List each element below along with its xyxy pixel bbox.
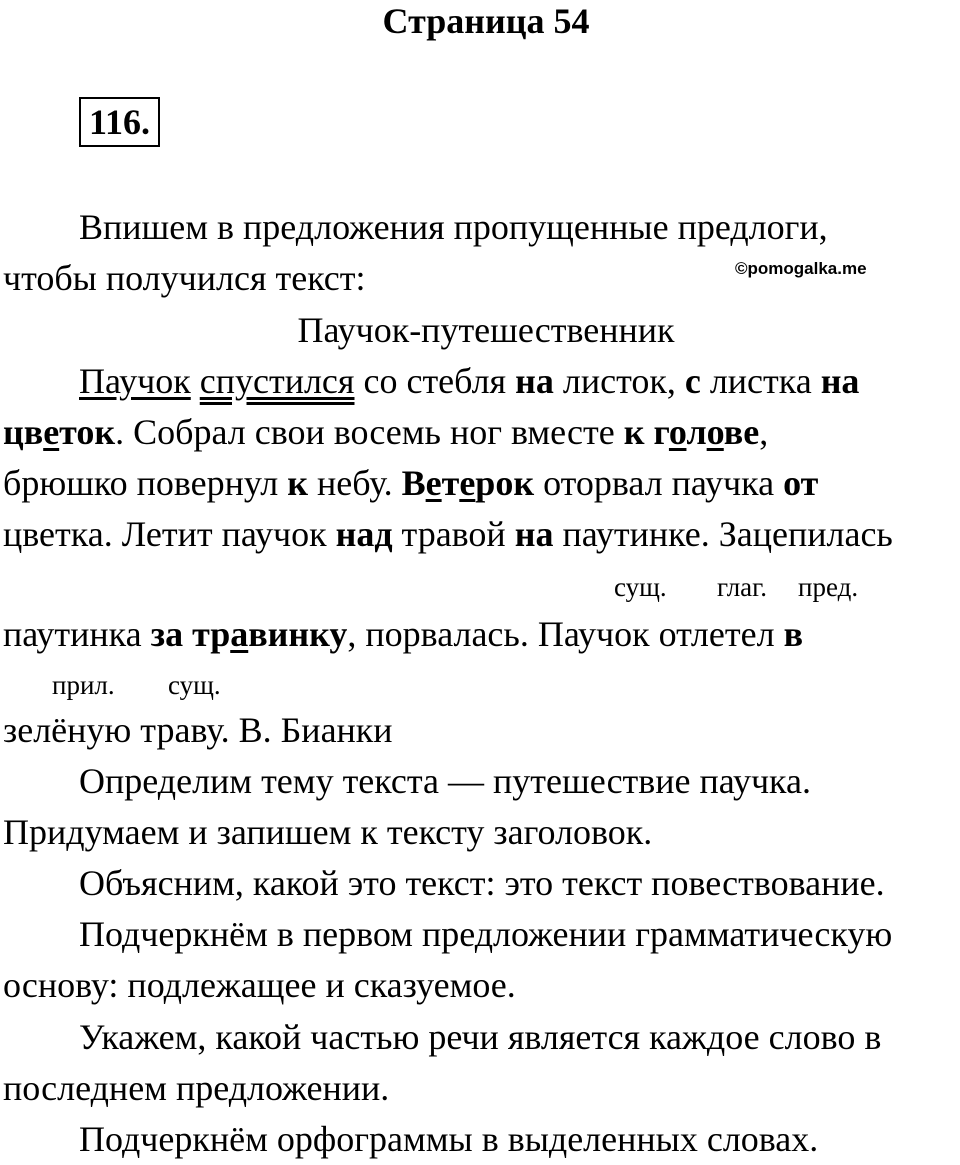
preposition: на: [820, 361, 860, 401]
preposition: к: [287, 463, 309, 503]
exercise-number: 116.: [79, 97, 160, 147]
story-line-4: цветка. Летит паучок над травой на паутинке. Зацепилась: [3, 514, 893, 554]
task-3-line-1: Подчеркнём в первом предложении грамматическую: [79, 914, 893, 954]
task-1-line-2: Придумаем и запишем к тексту заголовок.: [3, 812, 653, 852]
intro-line-2: чтобы получился текст:: [3, 258, 366, 298]
highlighted-word: за травинку: [150, 614, 348, 654]
task-1-line-1: Определим тему текста — путешествие паучка.: [79, 761, 811, 801]
orthogram: е: [425, 463, 442, 503]
orthogram: о: [706, 412, 724, 452]
orthogram: о: [668, 412, 687, 452]
predicate-word: спустился: [199, 361, 355, 401]
pos-label-noun: сущ.: [614, 572, 667, 602]
task-3-line-2: основу: подлежащее и сказуемое.: [3, 965, 516, 1005]
highlighted-word: к голове: [623, 412, 760, 452]
task-5: Подчеркнём орфограммы в выделенных словах.: [79, 1119, 819, 1159]
orthogram: е: [43, 412, 60, 452]
preposition: в: [783, 614, 804, 654]
story-line-1: Паучок спустился со стебля на листок, с листка на: [79, 361, 860, 401]
pos-label-preposition: пред.: [798, 572, 859, 602]
orthogram: а: [230, 614, 249, 654]
orthogram: е: [459, 463, 476, 503]
subject-word: Паучок: [79, 361, 191, 401]
pos-label-verb: глаг.: [717, 572, 767, 602]
task-2: Объясним, какой это текст: это текст повествование.: [79, 863, 885, 903]
story-line-3: брюшко повернул к небу. Ветерок оторвал паучка от: [3, 463, 819, 503]
pos-label-noun: сущ.: [168, 670, 221, 700]
preposition: с: [684, 361, 701, 401]
highlighted-word: цветок: [3, 412, 116, 452]
text-title: Паучок-путешественник: [297, 310, 675, 350]
page-title: Страница 54: [382, 1, 590, 41]
preposition: от: [783, 463, 819, 503]
intro-line-1: Впишем в предложения пропущенные предлоги,: [79, 207, 828, 247]
watermark: ©pomogalka.me: [735, 259, 867, 278]
story-line-2: цветок. Собрал свои восемь ног вместе к голове,: [3, 412, 769, 452]
highlighted-word: Ветерок: [401, 463, 535, 503]
task-4-line-1: Укажем, какой частью речи является каждое слово в: [79, 1017, 882, 1057]
preposition: над: [335, 514, 393, 554]
preposition: на: [514, 514, 554, 554]
story-line-6: зелёную траву. В. Бианки: [3, 710, 393, 750]
story-line-5: паутинка за травинку, порвалась. Паучок отлетел в: [3, 614, 804, 654]
preposition: на: [515, 361, 554, 401]
pos-label-adjective: прил.: [52, 670, 115, 700]
task-4-line-2: последнем предложении.: [3, 1068, 390, 1108]
